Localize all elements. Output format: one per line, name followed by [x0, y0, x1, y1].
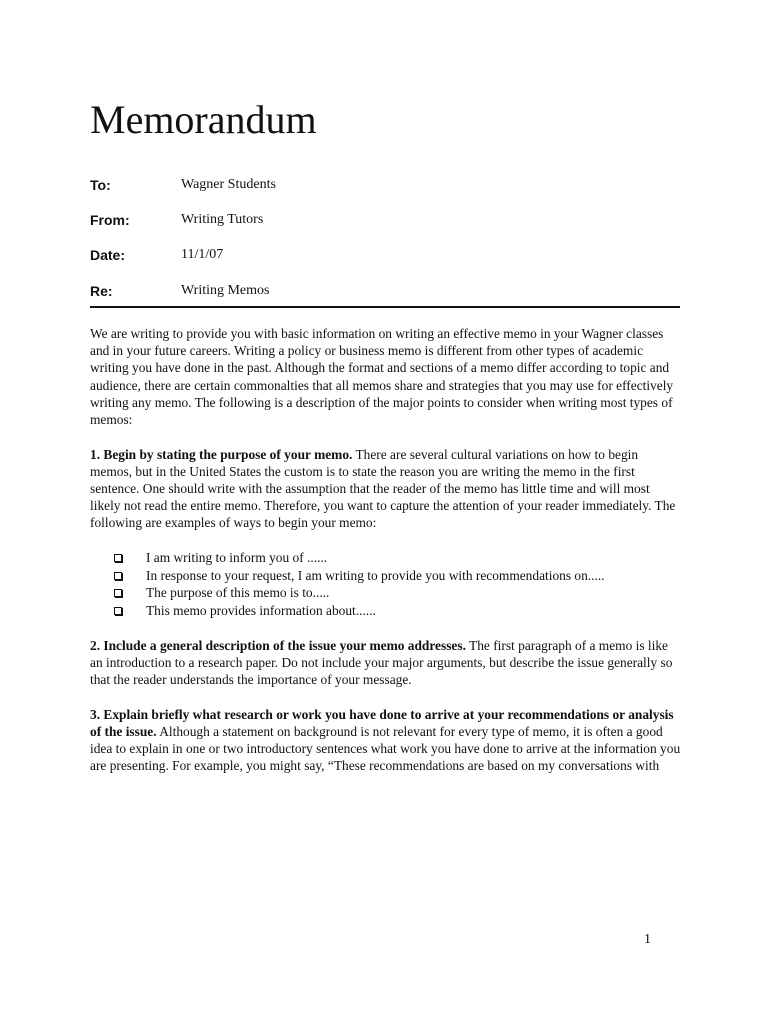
- header-value-date: 11/1/07: [181, 247, 224, 262]
- section-2-text: The first paragraph of a memo is like an introduction to a research paper. Do not include your major arguments, but describe the issue generally so that the reader understands the importance of your message.: [90, 637, 673, 688]
- section-3-heading: 3. Explain briefly what research or work you have done to arrive at your recommendations or analysis of the issue.: [90, 706, 674, 739]
- checkbox-bullet-icon: [114, 554, 122, 562]
- header-label-to: To:: [90, 177, 111, 193]
- section-3-paragraph: [90, 706, 682, 775]
- section-1-text: There are several cultural variations on how to begin memos, but in the United States the custom is to state the reason you are writing the memo in the first sentence. One should write with the assumption that the reader of the memo has little time and will most likely not read the entire memo. Therefore, you want to capture the attention of your reader immediately. The following are examples of ways to begin your memo:: [90, 446, 676, 531]
- list-item-text: The purpose of this memo is to.....: [146, 585, 330, 601]
- checkbox-bullet-icon: [114, 589, 122, 597]
- header-value-to: Wagner Students: [181, 177, 276, 192]
- section-2-heading: 2. Include a general description of the issue your memo addresses.: [90, 637, 466, 653]
- checkbox-bullet-icon: [114, 607, 122, 615]
- section-2-paragraph: [90, 637, 682, 689]
- header-value-from: Writing Tutors: [181, 212, 264, 227]
- header-divider: [90, 306, 680, 308]
- list-item: [90, 584, 682, 602]
- header-label-re: Re:: [90, 283, 113, 299]
- list-item-text: This memo provides information about......: [146, 602, 376, 618]
- memo-body: [90, 325, 682, 792]
- list-item: [90, 567, 682, 585]
- section-1-heading: 1. Begin by stating the purpose of your memo.: [90, 446, 353, 462]
- page-title: Memorandum: [90, 97, 317, 142]
- section-1-paragraph: [90, 446, 682, 532]
- header-label-from: From:: [90, 212, 130, 228]
- intro-paragraph: We are writing to provide you with basic information on writing an effective memo in your Wagner classes and in your future careers. Writing a policy or business memo is different from other types of academic writing you have done in the past. Although the format and sections of a memo differ according to topic and audience, there are certain commonalties that all memos share and strategies that you may use for effectively writing any memo. The following is a description of the major points to consider when writing most types of memos:: [90, 326, 674, 428]
- list-item: [90, 549, 682, 567]
- page-number: 1: [644, 932, 651, 947]
- header-label-date: Date:: [90, 247, 126, 263]
- checkbox-bullet-icon: [114, 572, 122, 580]
- section-3-text: Although a statement on background is not relevant for every type of memo, it is often a good idea to explain in one or two introductory sentences what work you have done to arrive at the information you are presenting. For example, you might say, “These recommendations are based on my conversations with: [90, 723, 681, 774]
- example-openings-list: [90, 549, 682, 619]
- header-value-re: Writing Memos: [181, 283, 270, 298]
- list-item: [90, 602, 682, 620]
- list-item-text: In response to your request, I am writing to provide you with recommendations on.....: [146, 567, 605, 583]
- list-item-text: I am writing to inform you of ......: [146, 550, 328, 566]
